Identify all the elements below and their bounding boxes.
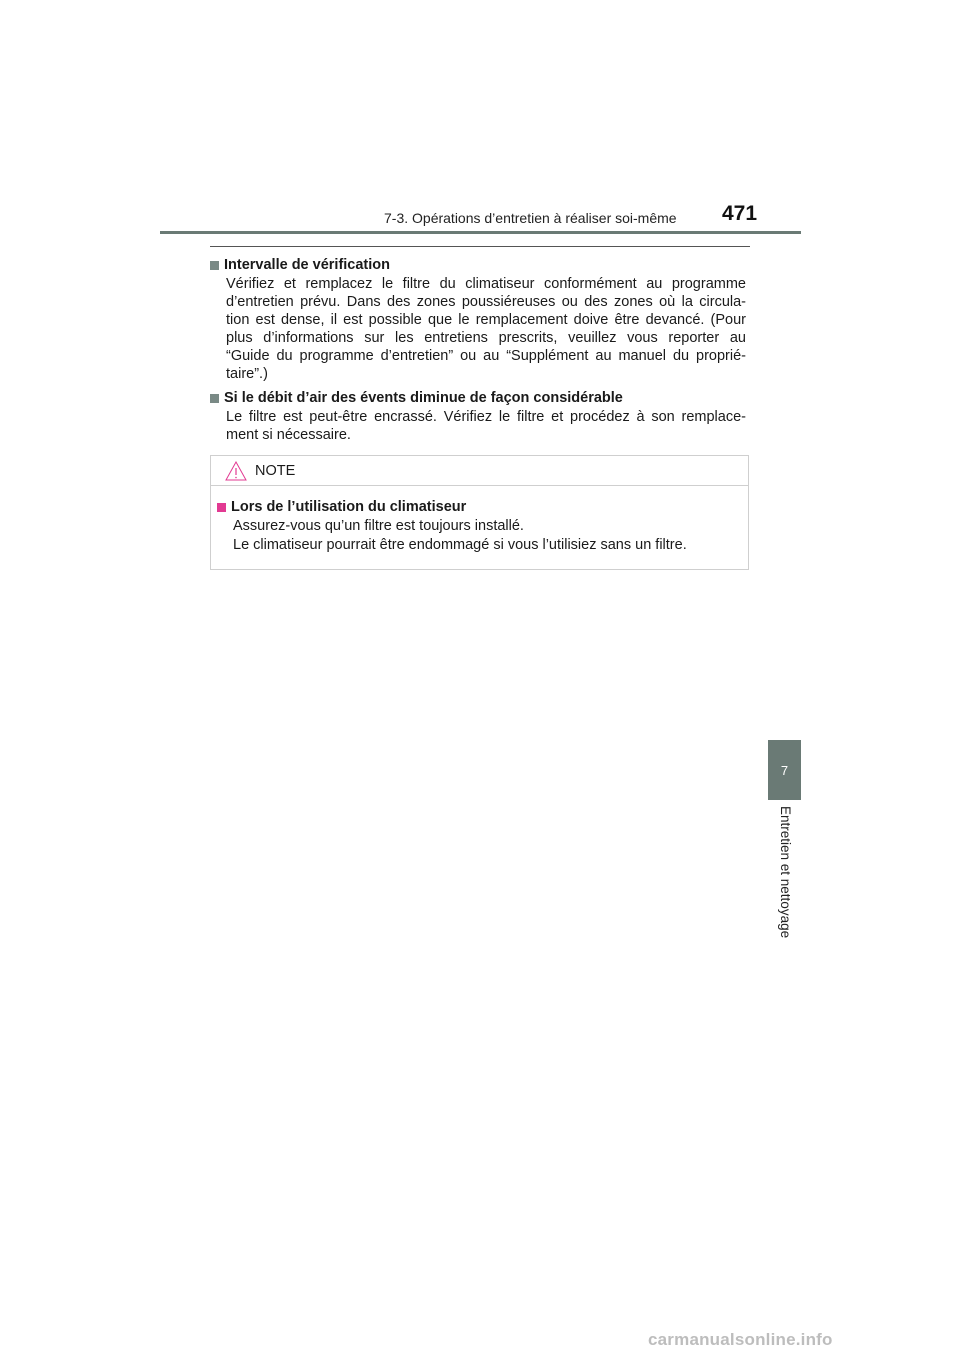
header-rule [160, 231, 801, 234]
note-header [211, 456, 748, 486]
pink-square-bullet-icon [217, 503, 226, 512]
square-bullet-icon [210, 394, 219, 403]
body-line: Vérifiez et remplacez le filtre du climatiseur conformément au programme [226, 276, 746, 292]
section-title-text: Intervalle de vérification [224, 257, 391, 273]
section-body [226, 408, 746, 444]
body-line: plus d’informations sur les entretiens prescrits, veuillez vous reporter au [226, 330, 746, 346]
chapter-number: 7 [780, 762, 789, 778]
watermark: carmanualsonline.info [648, 1330, 833, 1349]
chapter-title-vertical: Entretien et nettoyage [778, 806, 793, 939]
note-title [217, 498, 748, 517]
section-body [226, 275, 746, 383]
body-line: taire”.) [226, 366, 268, 382]
note-title-text: Lors de l’utilisation du climatiseur [231, 499, 467, 515]
note-label: NOTE [255, 462, 296, 479]
content-rule [210, 246, 750, 247]
body-line: tion est dense, il est possible que le remplacement doive être devancé. (Pour [226, 312, 746, 328]
section-inspection-interval [210, 256, 746, 383]
chapter-tab [768, 740, 801, 800]
header-section-title: 7-3. Opérations d’entretien à réaliser soi-même [384, 210, 677, 226]
body-line: d’entretien prévu. Dans des zones poussiéreuses ou des zones où la circula- [226, 294, 746, 310]
section-airflow-decrease [210, 389, 746, 444]
body-line: Le filtre est peut-être encrassé. Vérifiez le filtre et procédez à son remplace- [226, 409, 746, 425]
note-box [210, 455, 749, 570]
section-title [210, 256, 746, 275]
body-line: “Guide du programme d’entretien” ou au “Supplément au manuel du proprié- [226, 348, 746, 364]
note-line: Le climatiseur pourrait être endommagé si vous l’utilisiez sans un filtre. [233, 537, 687, 553]
section-title [210, 389, 746, 408]
note-line: Assurez-vous qu’un filtre est toujours installé. [233, 518, 524, 534]
note-body [211, 486, 748, 555]
body-line: ment si nécessaire. [226, 427, 351, 443]
warning-triangle-icon [225, 461, 247, 481]
square-bullet-icon [210, 261, 219, 270]
page-number: 471 [722, 202, 758, 225]
section-title-text: Si le débit d’air des évents diminue de façon considérable [224, 390, 623, 406]
